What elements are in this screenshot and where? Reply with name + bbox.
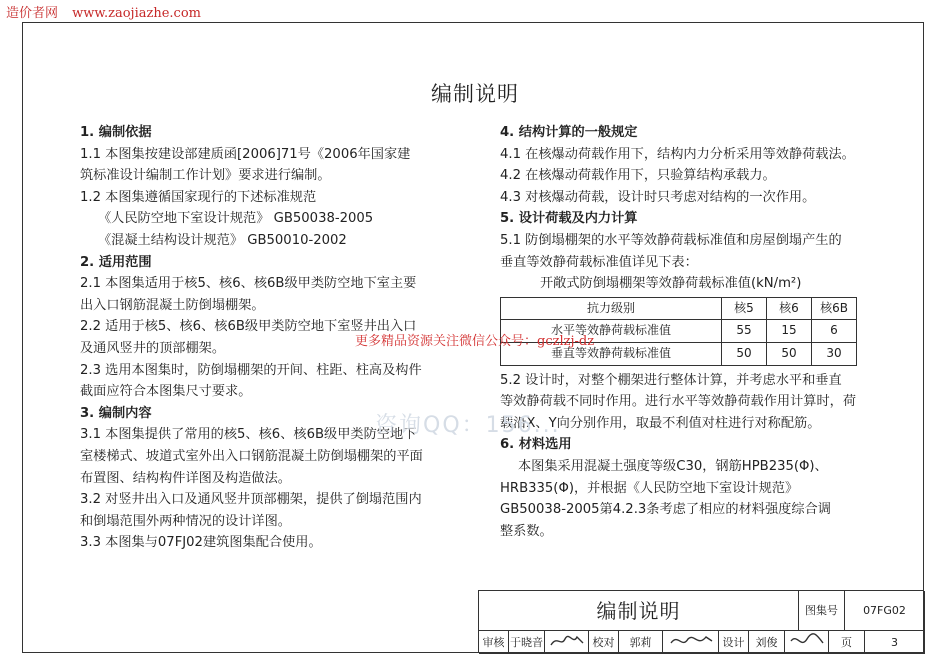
section-heading: 1. 编制依据	[80, 125, 152, 140]
table-cell: 6	[812, 320, 857, 343]
site-name: 造价者网	[6, 6, 59, 21]
text-line: 截面应符合本图集尺寸要求。	[80, 384, 252, 400]
table-header-cell: 抗力级别	[501, 297, 722, 320]
reviewer-name: 于晓音	[509, 631, 545, 654]
atlas-number: 07FG02	[845, 591, 925, 631]
text-line: 及通风竖井的顶部棚架。	[80, 340, 226, 356]
section-heading: 2. 适用范围	[80, 254, 152, 270]
section-heading: 5. 设计荷载及内力计算	[500, 211, 638, 227]
text-line: 1.2 本图集遵循国家现行的下述标准规范	[80, 189, 317, 205]
page-title: 编制说明	[431, 82, 519, 106]
reviewer-signature	[545, 631, 589, 654]
table-header-cell: 核5	[722, 297, 767, 320]
section-heading: 6. 材料选用	[500, 437, 572, 453]
checker-label: 校对	[589, 631, 619, 654]
table-row-label: 水平等效静荷载标准值	[501, 320, 722, 343]
text-line: 2.1 本图集适用于核5、核6、核6B级甲类防空地下室主要	[80, 276, 417, 292]
faint-watermark: 咨询QQ：156...	[375, 413, 561, 438]
text-line: 垂直等效静荷载标准值详见下表：	[500, 254, 698, 270]
text-line: 等效静荷载不同时作用。进行水平等效静荷载作用计算时，荷	[500, 394, 857, 410]
text-line: 3.3 本图集与07FJ02建筑图集配合使用。	[80, 535, 322, 551]
text-line: 出入口钢筋混凝土防倒塌棚架。	[80, 297, 265, 313]
designer-signature	[785, 631, 829, 654]
text-line: 3.2 对竖井出入口及通风竖井顶部棚架，提供了倒塌范围内	[80, 492, 422, 508]
text-line: 《混凝土结构设计规范》 GB50010-2002	[98, 232, 347, 248]
site-watermark	[6, 2, 211, 21]
text-line: 载沿X、Y向分别作用，取最不利值对柱进行对称配筋。	[500, 415, 821, 431]
table-header-row	[501, 297, 857, 320]
page-label: 页	[829, 631, 865, 654]
right-column-top	[500, 122, 880, 273]
text-line: HRB335(Φ)，并根据《人民防空地下室设计规范》	[500, 480, 799, 496]
text-line: 本图集采用混凝土强度等级C30，钢筋HPB235(Φ)、	[518, 458, 828, 474]
table-cell: 55	[722, 320, 767, 343]
table-cell: 30	[812, 342, 857, 365]
text-line: GB50038-2005第4.2.3条考虑了相应的材料强度综合调	[500, 502, 831, 518]
text-line: 整系数。	[500, 523, 553, 539]
text-line: 1.1 本图集按建设部建质函[2006]71号《2006年国家建	[80, 146, 411, 162]
table-row-label: 垂直等效静荷载标准值	[501, 342, 722, 365]
table-cell: 15	[767, 320, 812, 343]
checker-name: 郭莉	[619, 631, 663, 654]
text-line: 布置图、结构构件详图及构造做法。	[80, 470, 291, 486]
overlay-watermark: 更多精品资源关注微信公众号：gczlzj-dz	[355, 334, 595, 349]
text-line: 4.1 在核爆动荷载作用下，结构内力分析采用等效静荷载法。	[500, 146, 855, 162]
text-line: 4.2 在核爆动荷载作用下，只验算结构承载力。	[500, 168, 776, 184]
designer-name: 刘俊	[749, 631, 785, 654]
section-heading: 4. 结构计算的一般规定	[500, 125, 638, 140]
designer-label: 设计	[719, 631, 749, 654]
table-caption: 开敞式防倒塌棚架等效静荷载标准值(kN/m²)	[540, 276, 802, 292]
text-line: 2.2 适用于核5、核6、核6B级甲类防空地下室竖井出入口	[80, 319, 417, 335]
title-block-title: 编制说明	[479, 591, 799, 631]
text-line: 2.3 选用本图集时，防倒塌棚架的开间、柱距、柱高及构件	[80, 362, 422, 378]
checker-signature	[663, 631, 719, 654]
section-heading: 3. 编制内容	[80, 405, 152, 421]
table-header-cell: 核6	[767, 297, 812, 320]
text-line: 室楼梯式、坡道式室外出入口钢筋混凝土防倒塌棚架的平面	[80, 448, 423, 464]
table-cell: 50	[767, 342, 812, 365]
atlas-label: 图集号	[799, 591, 845, 631]
text-line: 5.2 设计时，对整个棚架进行整体计算，并考虑水平和垂直	[500, 372, 842, 388]
text-line: 5.1 防倒塌棚架的水平等效静荷载标准值和房屋倒塌产生的	[500, 232, 842, 248]
text-line: 和倒塌范围外两种情况的设计详图。	[80, 513, 291, 529]
site-url: www.zaojiazhe.com	[72, 6, 201, 21]
text-line: 筑标准设计编制工作计划》要求进行编制。	[80, 168, 331, 184]
table-header-cell: 核6B	[812, 297, 857, 320]
page-number: 3	[865, 631, 925, 654]
title-block	[478, 590, 924, 653]
text-line: 4.3 对核爆动荷载，设计时只考虑对结构的一次作用。	[500, 189, 816, 205]
right-column-bottom	[500, 370, 880, 543]
text-line: 3.1 本图集提供了常用的核5、核6、核6B级甲类防空地下	[80, 427, 417, 443]
table-cell: 50	[722, 342, 767, 365]
text-line: 《人民防空地下室设计规范》 GB50038-2005	[98, 211, 374, 227]
reviewer-label: 审核	[479, 631, 509, 654]
